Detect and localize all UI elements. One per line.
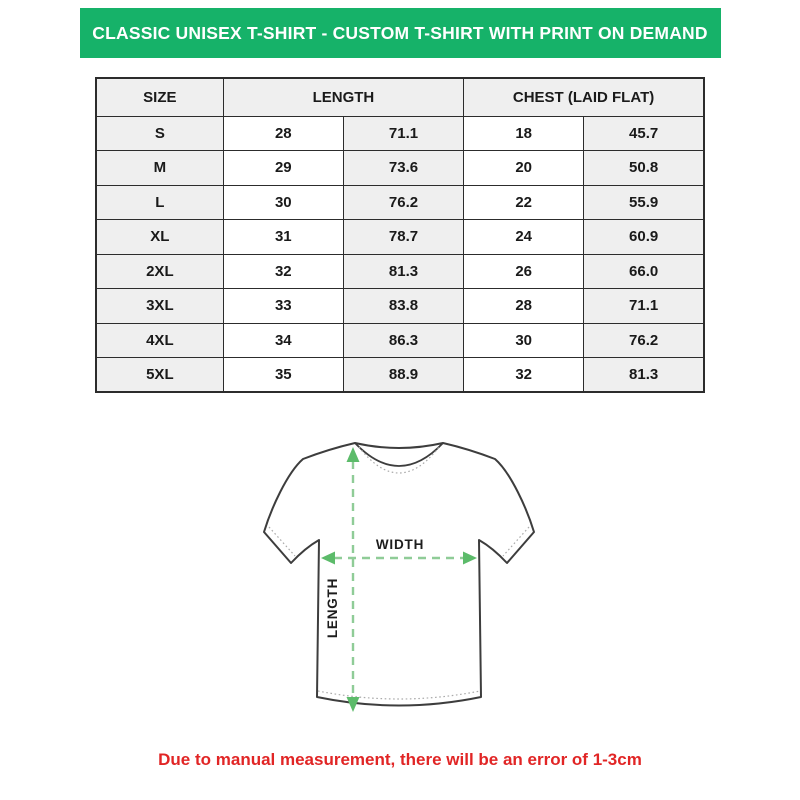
col-header-length: LENGTH <box>223 78 463 116</box>
chest-in-cell: 18 <box>464 116 584 151</box>
table-row <box>96 254 704 289</box>
length-cm-cell: 78.7 <box>343 220 463 255</box>
table-row <box>96 323 704 358</box>
length-cm-cell: 88.9 <box>343 358 463 393</box>
chest-in-cell: 32 <box>464 358 584 393</box>
size-cell: S <box>96 116 223 151</box>
table-row <box>96 289 704 324</box>
size-cell: 4XL <box>96 323 223 358</box>
chest-cm-cell: 81.3 <box>584 358 704 393</box>
size-cell: L <box>96 185 223 220</box>
length-in-cell: 30 <box>223 185 343 220</box>
length-in-cell: 28 <box>223 116 343 151</box>
table-row <box>96 151 704 186</box>
title-banner <box>80 8 721 58</box>
size-table <box>95 77 705 393</box>
length-arrow-bottom-head <box>347 697 360 712</box>
chest-cm-cell: 60.9 <box>584 220 704 255</box>
table-row <box>96 220 704 255</box>
length-cm-cell: 81.3 <box>343 254 463 289</box>
size-cell: XL <box>96 220 223 255</box>
measurement-error-note: Due to manual measurement, there will be an error of 1-3cm <box>158 750 642 769</box>
chest-cm-cell: 66.0 <box>584 254 704 289</box>
length-in-cell: 33 <box>223 289 343 324</box>
chest-in-cell: 26 <box>464 254 584 289</box>
chest-in-cell: 22 <box>464 185 584 220</box>
length-in-cell: 34 <box>223 323 343 358</box>
chest-cm-cell: 55.9 <box>584 185 704 220</box>
table-row <box>96 358 704 393</box>
length-cm-cell: 83.8 <box>343 289 463 324</box>
chest-in-cell: 30 <box>464 323 584 358</box>
col-header-size: SIZE <box>96 78 223 116</box>
col-header-chest: CHEST (LAID FLAT) <box>464 78 704 116</box>
tshirt-measurement-diagram <box>0 435 800 732</box>
length-cm-cell: 86.3 <box>343 323 463 358</box>
chest-cm-cell: 50.8 <box>584 151 704 186</box>
length-cm-cell: 73.6 <box>343 151 463 186</box>
length-cm-cell: 76.2 <box>343 185 463 220</box>
length-in-cell: 29 <box>223 151 343 186</box>
length-in-cell: 35 <box>223 358 343 393</box>
table-row <box>96 185 704 220</box>
size-cell: 5XL <box>96 358 223 393</box>
table-header-row <box>96 78 704 116</box>
table-row <box>96 116 704 151</box>
chest-in-cell: 28 <box>464 289 584 324</box>
length-label: LENGTH <box>325 577 340 639</box>
chest-cm-cell: 71.1 <box>584 289 704 324</box>
chest-in-cell: 20 <box>464 151 584 186</box>
size-cell: M <box>96 151 223 186</box>
page-title: CLASSIC UNISEX T-SHIRT - CUSTOM T-SHIRT WITH PRINT ON DEMAND <box>92 22 708 43</box>
size-cell: 3XL <box>96 289 223 324</box>
length-cm-cell: 71.1 <box>343 116 463 151</box>
chest-cm-cell: 76.2 <box>584 323 704 358</box>
tshirt-outline-drawing <box>255 435 545 727</box>
chest-cm-cell: 45.7 <box>584 116 704 151</box>
size-cell: 2XL <box>96 254 223 289</box>
chest-in-cell: 24 <box>464 220 584 255</box>
width-label: WIDTH <box>375 537 425 552</box>
length-in-cell: 32 <box>223 254 343 289</box>
tshirt-body-outline <box>264 443 534 706</box>
length-in-cell: 31 <box>223 220 343 255</box>
